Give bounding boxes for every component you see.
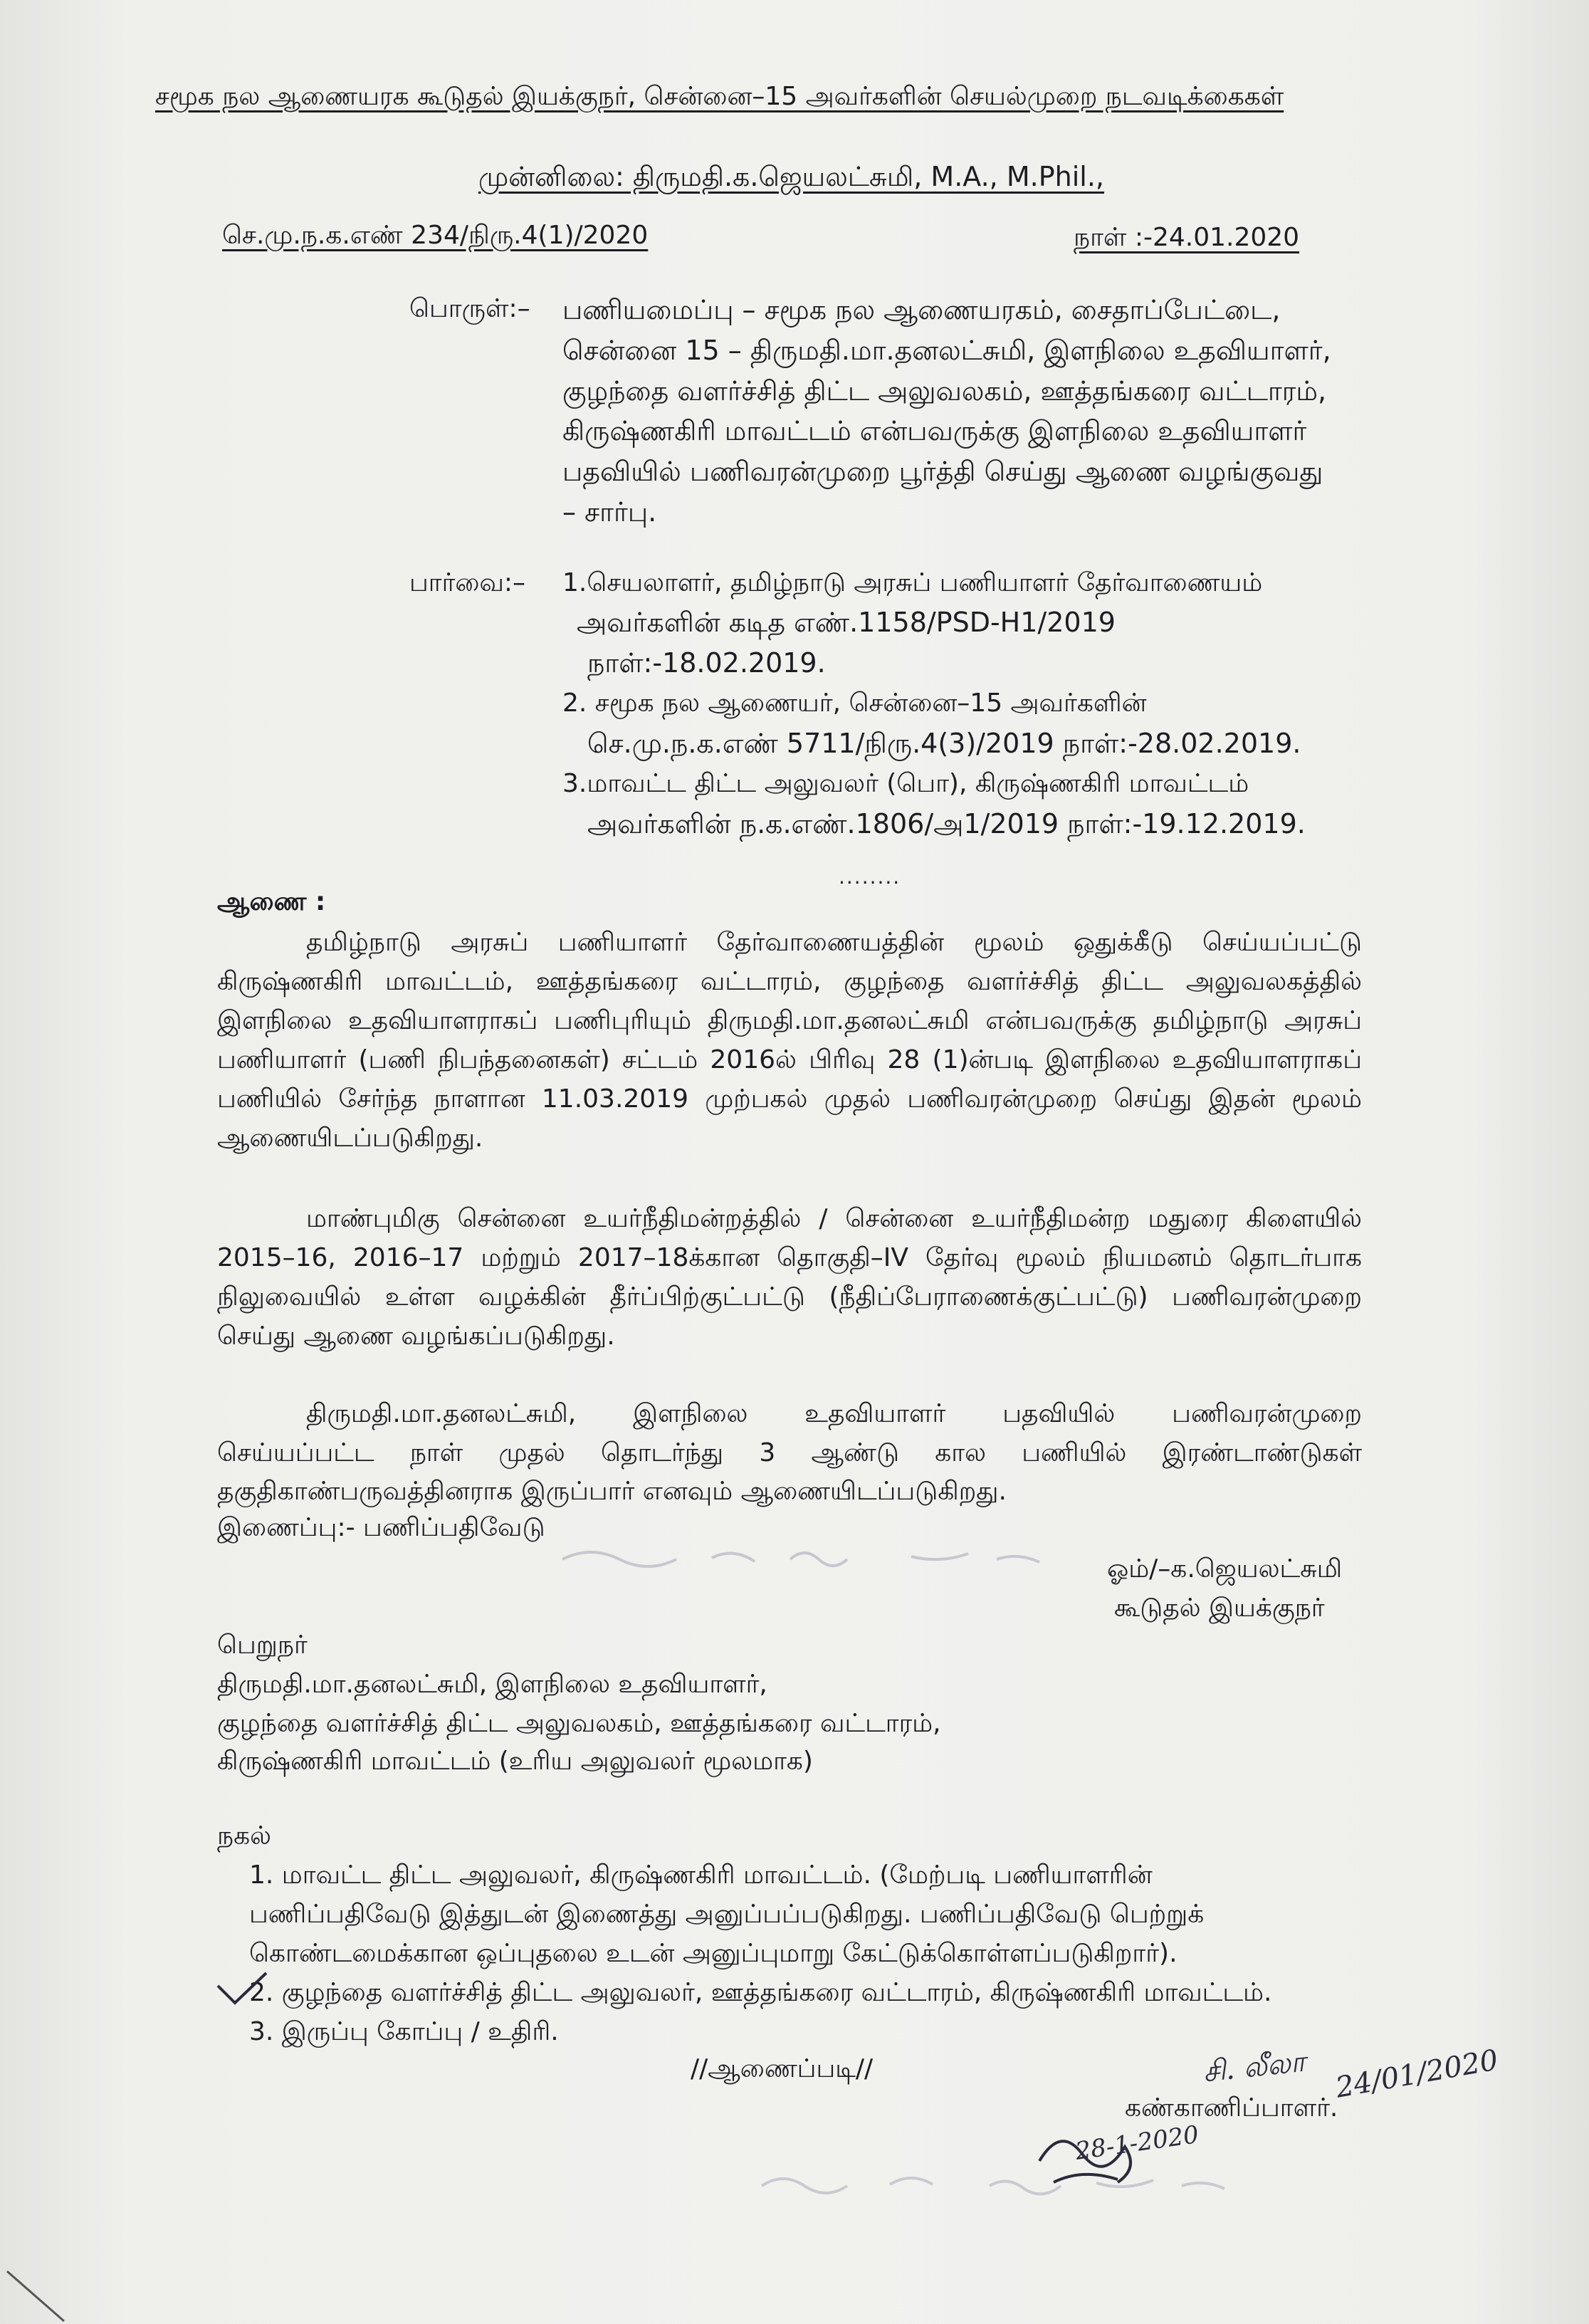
- reference-line: அவர்களின் கடித எண்.1158/PSD-H1/2019: [577, 607, 1116, 638]
- copy-line: கொண்டமைக்கான ஒப்புதலை உடன் அனுப்புமாறு கேட்டுக்கொள்ளப்படுகிறார்).: [249, 1939, 1178, 1968]
- signatory-name: ஓம்/–க.ஜெயலட்சுமி: [1107, 1554, 1343, 1584]
- reference-number: செ.மு.ந.க.எண் 234/நிரு.4(1)/2020: [222, 221, 649, 250]
- order-para3-line: செய்யப்பட்ட நாள் முதல் தொடர்ந்து 3 ஆண்டு கால பணியில் இரண்டாண்டுகள்: [217, 1438, 1362, 1467]
- signature-date: 24/01/2020: [1333, 2043, 1501, 2105]
- order-para2-line: செய்து ஆணை வழங்கப்படுகிறது.: [217, 1321, 615, 1351]
- order-heading: ஆணை :: [217, 887, 326, 916]
- document-date: நாள் :-24.01.2020: [1074, 223, 1300, 252]
- order-para1-line: ஆணையிடப்படுகிறது.: [217, 1124, 483, 1153]
- copy-line: பணிப்பதிவேடு இத்துடன் இணைத்து அனுப்பப்படுகிறது. பணிப்பதிவேடு பெற்றுக்: [249, 1900, 1205, 1929]
- recipient-line: குழந்தை வளர்ச்சித் திட்ட அலுவலகம், ஊத்தங்கரை வட்டாரம்,: [217, 1709, 941, 1738]
- order-para2-line: மாண்புமிகு சென்னை உயர்நீதிமன்றத்தில் / சென்னை உயர்நீதிமன்ற மதுரை கிளையில்: [306, 1204, 1362, 1233]
- references-label: பார்வை:–: [409, 568, 526, 597]
- enclosure-line: இணைப்பு:- பணிப்பதிவேடு: [217, 1513, 545, 1542]
- copy-line: 1. மாவட்ட திட்ட அலுவலர், கிருஷ்ணகிரி மாவட்டம். (மேற்படி பணியாளரின்: [249, 1860, 1153, 1890]
- signatory-designation: கூடுதல் இயக்குநர்: [1114, 1593, 1325, 1623]
- order-para3-line: திருமதி.மா.தனலட்சுமி, இளநிலை உதவியாளர் பதவியில் பணிவரன்முறை: [306, 1399, 1362, 1428]
- recipient-line: திருமதி.மா.தனலட்சுமி, இளநிலை உதவியாளர்,: [217, 1670, 767, 1699]
- subject-label: பொருள்:–: [409, 294, 530, 323]
- faint-bleed-marks: [555, 1538, 1068, 1581]
- order-para1-line: பணியில் சேர்ந்த நாளான 11.03.2019 முற்பகல் முதல் பணிவரன்முறை செய்து இதன் மூலம்: [217, 1084, 1362, 1114]
- presence-line: முன்னிலை: திருமதி.க.ஜெயலட்சுமி, M.A., M.Phil.,: [478, 161, 1104, 192]
- separator-dots: ........: [839, 865, 901, 889]
- copy-line: 3. இருப்பு கோப்பு / உதிரி.: [249, 2017, 559, 2046]
- subject-line: குழந்தை வளர்ச்சித் திட்ட அலுவலகம், ஊத்தங்கரை வட்டாரம்,: [562, 375, 1327, 407]
- subject-line: பதவியில் பணிவரன்முறை பூர்த்தி செய்து ஆணை வழங்குவது: [562, 456, 1323, 487]
- order-para2-line: 2015–16, 2016–17 மற்றும் 2017–18க்கான தொகுதி–IV தேர்வு மூலம் நியமனம் தொடர்பாக: [217, 1243, 1362, 1272]
- document-title: சமூக நல ஆணையரக கூடுதல் இயக்குநர், சென்னை–15 அவர்களின் செயல்முறை நடவடிக்கைகள்: [155, 82, 1284, 111]
- order-para3-line: தகுதிகாண்பருவத்தினராக இருப்பார் எனவும் ஆணையிடப்படுகிறது.: [217, 1477, 1007, 1506]
- reference-line: 3.மாவட்ட திட்ட அலுவலர் (பொ), கிருஷ்ணகிரி மாவட்டம்: [562, 769, 1249, 798]
- reference-line: 1.செயலாளர், தமிழ்நாடு அரசுப் பணியாளர் தேர்வாணையம்: [562, 568, 1263, 597]
- subject-line: கிருஷ்ணகிரி மாவட்டம் என்பவருக்கு இளநிலை உதவியாளர்: [562, 415, 1307, 446]
- by-order-line: //ஆணைப்படி//: [691, 2054, 874, 2083]
- order-para1-line: கிருஷ்ணகிரி மாவட்டம், ஊத்தங்கரை வட்டாரம், குழந்தை வளர்ச்சித் திட்ட அலுவலகத்தில்: [217, 967, 1362, 996]
- paper-edge-mark: [0, 2243, 85, 2324]
- initial-date: 28-1-2020: [1074, 2120, 1201, 2166]
- subject-line: சென்னை 15 – திருமதி.மா.தனலட்சுமி, இளநிலை உதவியாளர்,: [562, 335, 1331, 366]
- recipient-line: கிருஷ்ணகிரி மாவட்டம் (உரிய அலுவலர் மூலமாக): [217, 1747, 813, 1776]
- reference-line: செ.மு.ந.க.எண் 5711/நிரு.4(3)/2019 நாள்:-28.02.2019.: [587, 728, 1301, 759]
- superintendent-designation: கண்காணிப்பாளர்.: [1125, 2093, 1338, 2123]
- order-para2-line: நிலுவையில் உள்ள வழக்கின் தீர்ப்பிற்குட்பட்டு (நீதிப்பேராணைக்குட்பட்டு) பணிவரன்முறை: [217, 1282, 1362, 1312]
- reference-line: 2. சமூக நல ஆணையர், சென்னை–15 அவர்களின்: [562, 689, 1147, 718]
- order-para1-line: பணியாளர் (பணி நிபந்தனைகள்) சட்டம் 2016ல் பிரிவு 28 (1)ன்படி இளநிலை உதவியாளராகப்: [217, 1045, 1362, 1074]
- superintendent-signature: சி. லீலா: [1201, 2045, 1307, 2089]
- copy-line: 2. குழந்தை வளர்ச்சித் திட்ட அலுவலர், ஊத்தங்கரை வட்டாரம், கிருஷ்ணகிரி மாவட்டம்.: [249, 1978, 1272, 2007]
- faint-bleed-marks: [755, 2157, 1253, 2207]
- order-para1-line: தமிழ்நாடு அரசுப் பணியாளர் தேர்வாணையத்தின் மூலம் ஒதுக்கீடு செய்யப்பட்டு: [306, 928, 1362, 957]
- order-para1-line: இளநிலை உதவியாளராகப் பணிபுரியும் திருமதி.மா.தனலட்சுமி என்பவருக்கு தமிழ்நாடு அரசுப்: [217, 1006, 1362, 1035]
- subject-line: பணியமைப்பு – சமூக நல ஆணையரகம், சைதாப்பேட்டை,: [562, 294, 1281, 325]
- subject-line: – சார்பு.: [562, 496, 657, 528]
- recipient-label: பெறுநர்: [217, 1631, 308, 1660]
- reference-line: நாள்:-18.02.2019.: [587, 647, 826, 679]
- copy-label: நகல்: [217, 1821, 272, 1851]
- reference-line: அவர்களின் ந.க.எண்.1806/அ1/2019 நாள்:-19.12.2019.: [587, 808, 1306, 839]
- tick-mark-icon: [214, 1969, 271, 2011]
